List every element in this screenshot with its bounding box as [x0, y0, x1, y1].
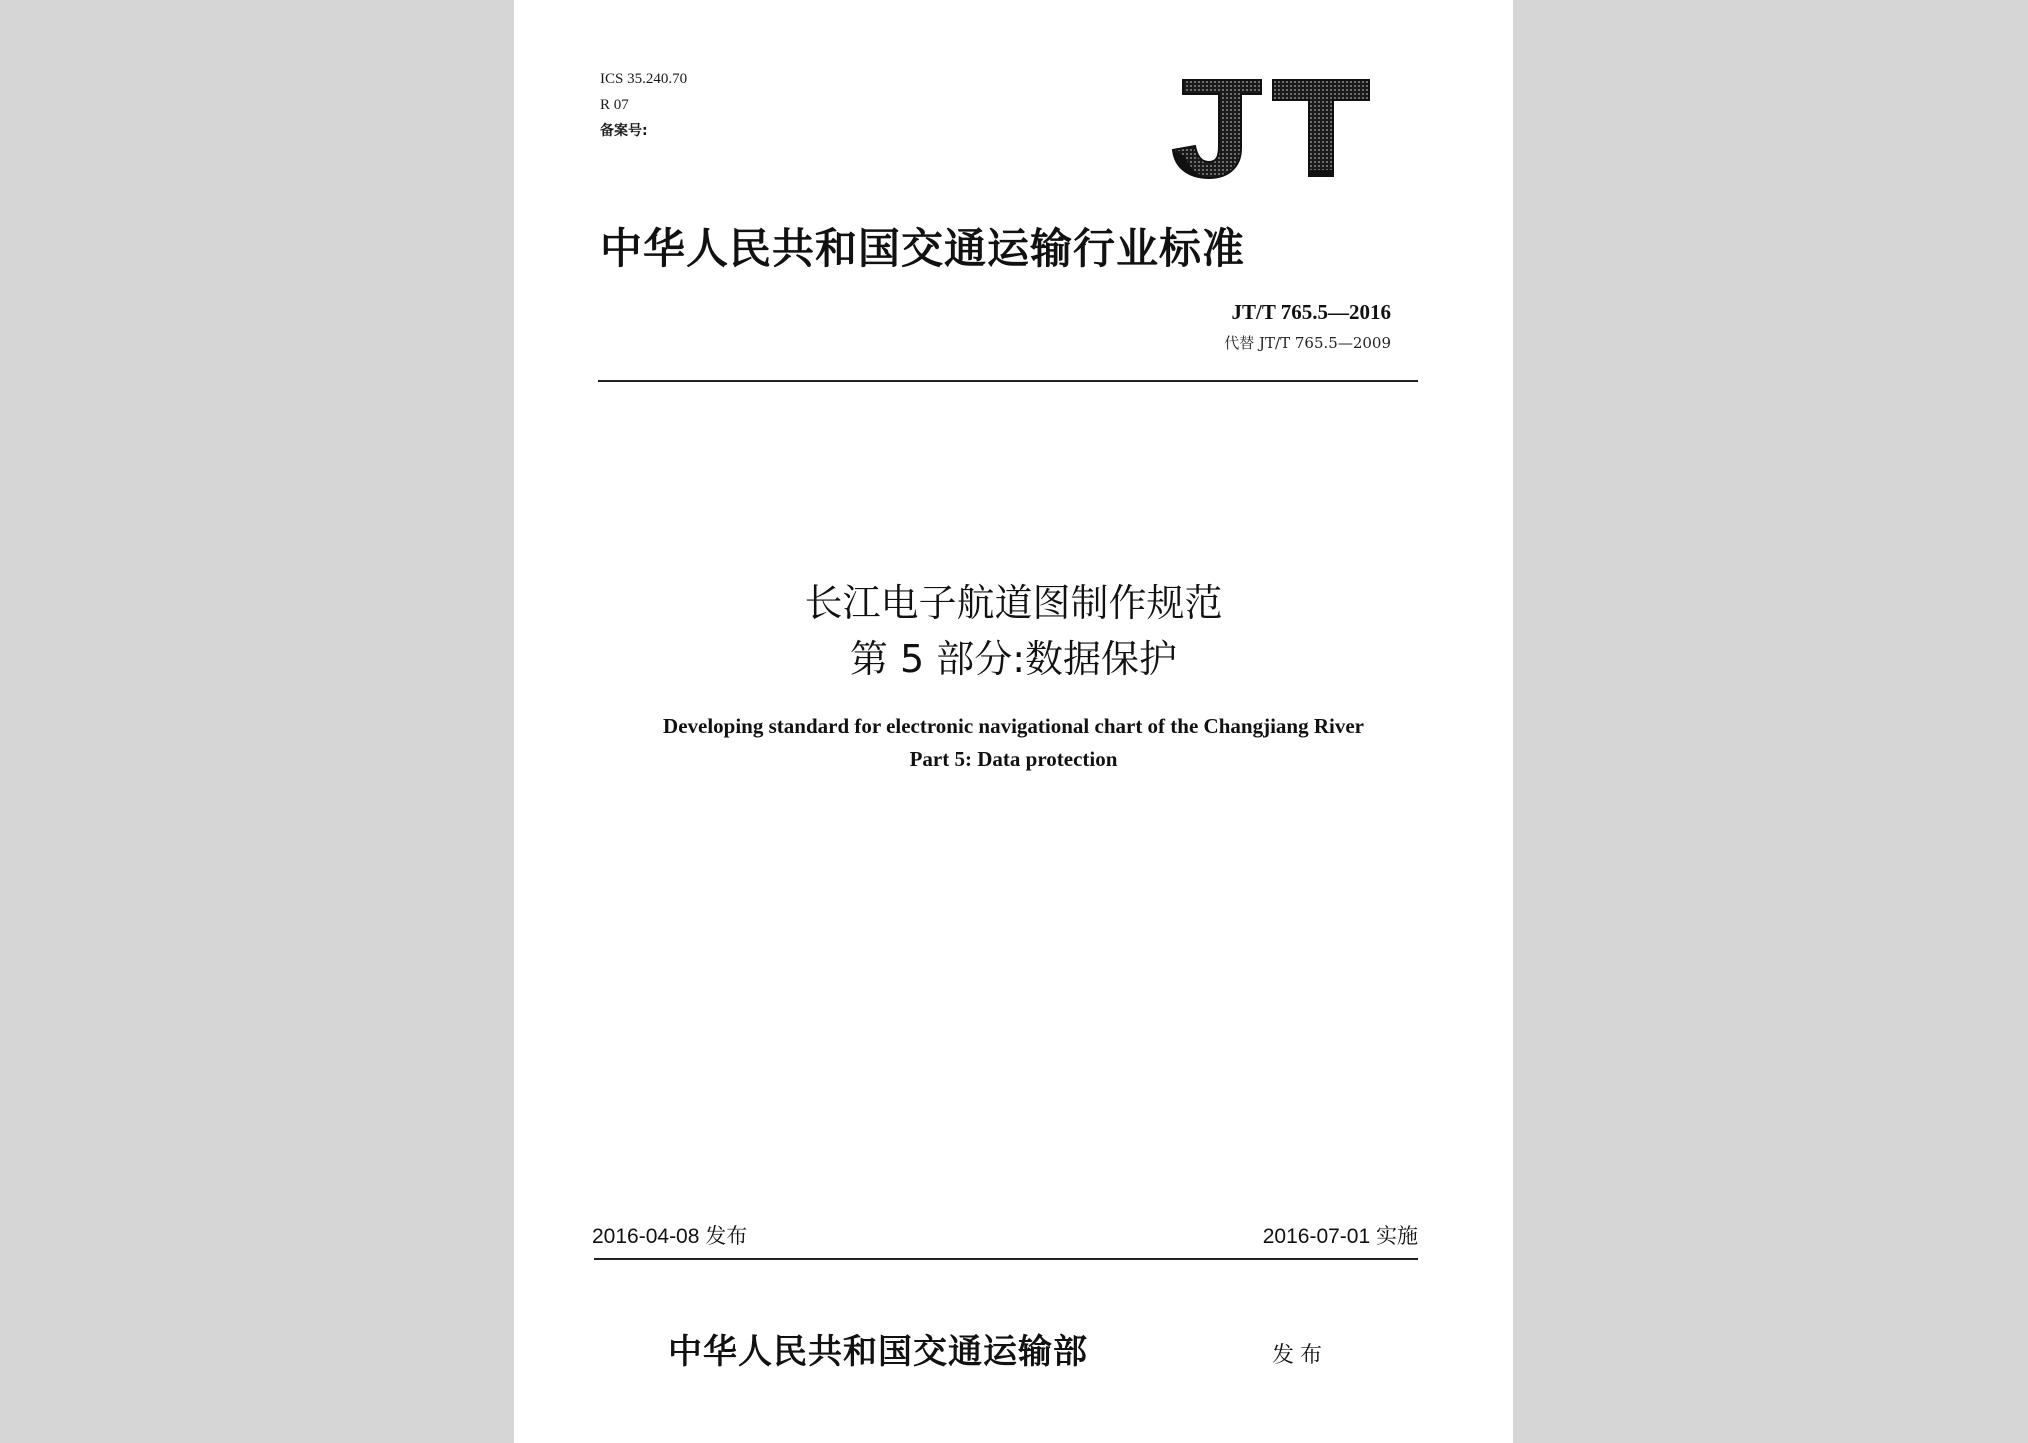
issue-action-label: 发布 [1272, 1343, 1329, 1368]
standard-category-title: 中华人民共和国交通运输行业标准 [600, 224, 1246, 273]
document-page [514, 0, 1513, 1443]
jt-logo [1169, 76, 1371, 180]
english-title-line-1: Developing standard for electronic navigational chart of the Changjiang River [663, 714, 1364, 738]
classification-code: R 07 [600, 97, 629, 113]
english-title-line-2: Part 5: Data protection [909, 747, 1118, 771]
chinese-title-line-1: 长江电子航道图制作规范 [804, 581, 1223, 625]
ics-code: ICS 35.240.70 [600, 71, 688, 87]
chinese-title-line-2: 第 5 部分:数据保护 [849, 637, 1178, 681]
implementation-date: 2016-07-01 实施 [1262, 1225, 1418, 1248]
standard-code: JT/T 765.5—2016 [1231, 300, 1391, 324]
replaces-standard: 代替 JT/T 765.5—2009 [1224, 334, 1391, 352]
issue-date: 2016-04-08 发布 [592, 1225, 748, 1248]
record-number-label: 备案号: [600, 123, 648, 139]
issuing-authority: 中华人民共和国交通运输部 [668, 1332, 1088, 1372]
header-divider [598, 380, 1418, 382]
footer-divider [594, 1258, 1418, 1260]
